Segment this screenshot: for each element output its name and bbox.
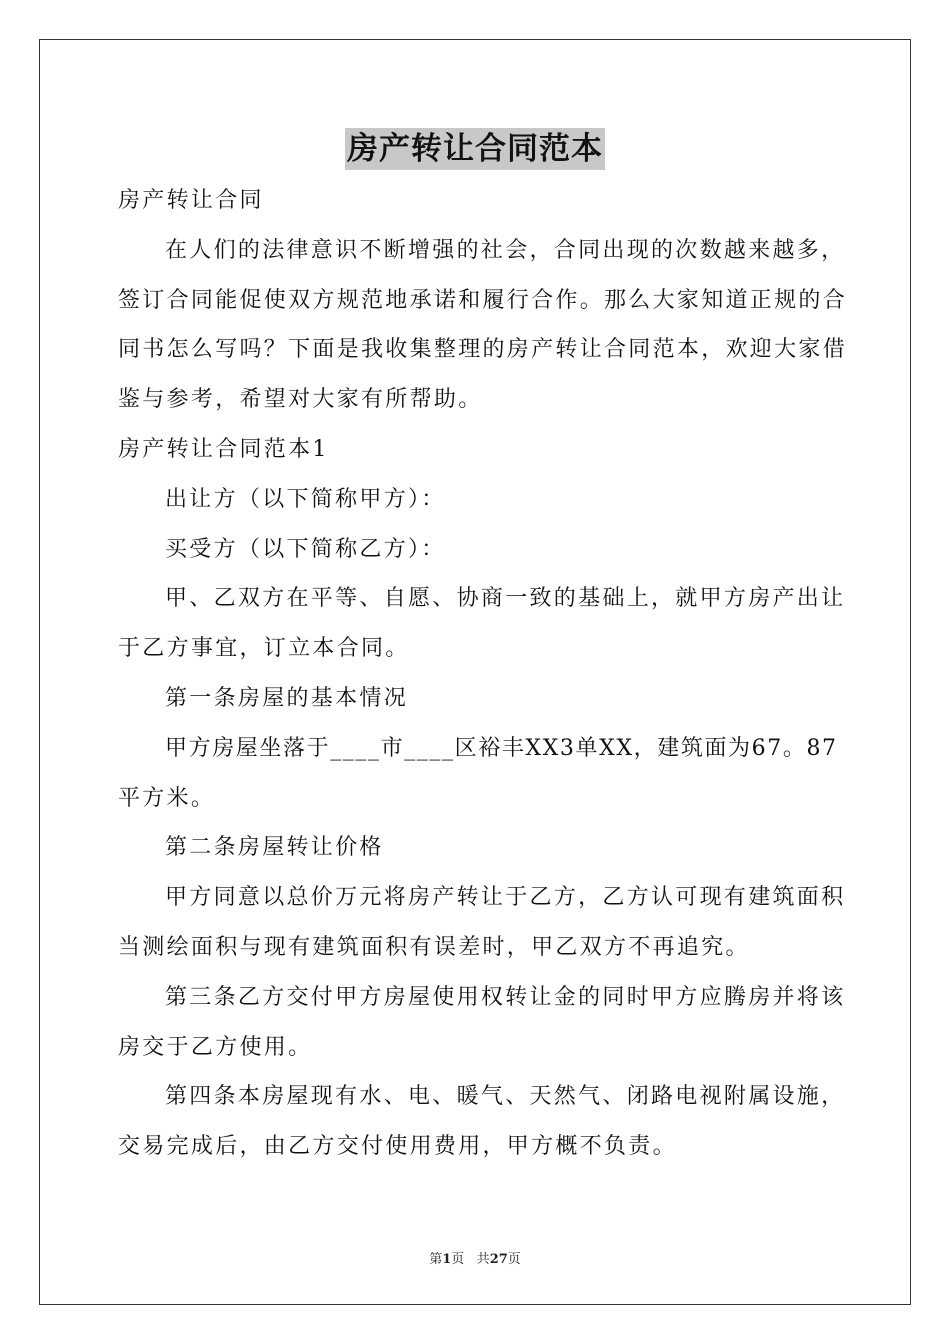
clause-paragraph: 第三条乙方交付甲方房屋使用权转让金的同时甲方应腾房并将该	[165, 984, 846, 1010]
paragraph-line: 出让方（以下简称甲方）：	[165, 486, 446, 512]
footer-total-prefix: 共	[476, 1252, 490, 1267]
document-body	[118, 176, 848, 1172]
paragraph-line: 交易完成后，由乙方交付使用费用，甲方概不负责。	[118, 1134, 677, 1160]
paragraph-line: 平方米。	[118, 785, 216, 811]
total-pages-number: 27	[489, 1252, 508, 1267]
current-page-number: 1	[442, 1252, 452, 1267]
title-container	[0, 128, 950, 170]
page-footer	[0, 1248, 950, 1267]
clause-paragraph: 第四条本房屋现有水、电、暖气、天然气、闭路电视附属设施，	[165, 1084, 846, 1110]
paragraph-line: 买受方（以下简称乙方）：	[165, 536, 446, 562]
paragraph-line: 甲方同意以总价万元将房产转让于乙方，乙方认可现有建筑面积	[165, 885, 846, 911]
paragraph-line: 同书怎么写吗？下面是我收集整理的房产转让合同范本，欢迎大家借	[118, 337, 848, 363]
clause-heading: 第一条房屋的基本情况	[165, 685, 409, 711]
paragraph-line: 房交于乙方使用。	[118, 1034, 313, 1060]
section-heading: 房产转让合同	[118, 188, 264, 213]
paragraph-line: 在人们的法律意识不断增强的社会，合同出现的次数越来越多，	[165, 237, 846, 263]
footer-prefix: 第	[429, 1252, 443, 1267]
document-title: 房产转让合同范本	[345, 128, 605, 170]
paragraph-line: 当测绘面积与现有建筑面积有误差时，甲乙双方不再追究。	[118, 934, 750, 960]
paragraph-line: 甲方房屋坐落于____市____区裕丰XX3单XX，建筑面为67。87	[165, 735, 838, 761]
paragraph-line: 甲、乙双方在平等、自愿、协商一致的基础上，就甲方房产出让	[165, 586, 846, 612]
paragraph-line: 于乙方事宜，订立本合同。	[118, 636, 410, 662]
footer-page-suffix: 页	[451, 1252, 465, 1267]
clause-heading: 第二条房屋转让价格	[165, 835, 384, 861]
paragraph-line: 鉴与参考，希望对大家有所帮助。	[118, 387, 483, 413]
paragraph-line: 签订合同能促使双方规范地承诺和履行合作。那么大家知道正规的合	[118, 287, 848, 313]
footer-total-suffix: 页	[507, 1252, 521, 1267]
section-heading: 房产转让合同范本1	[118, 436, 329, 462]
